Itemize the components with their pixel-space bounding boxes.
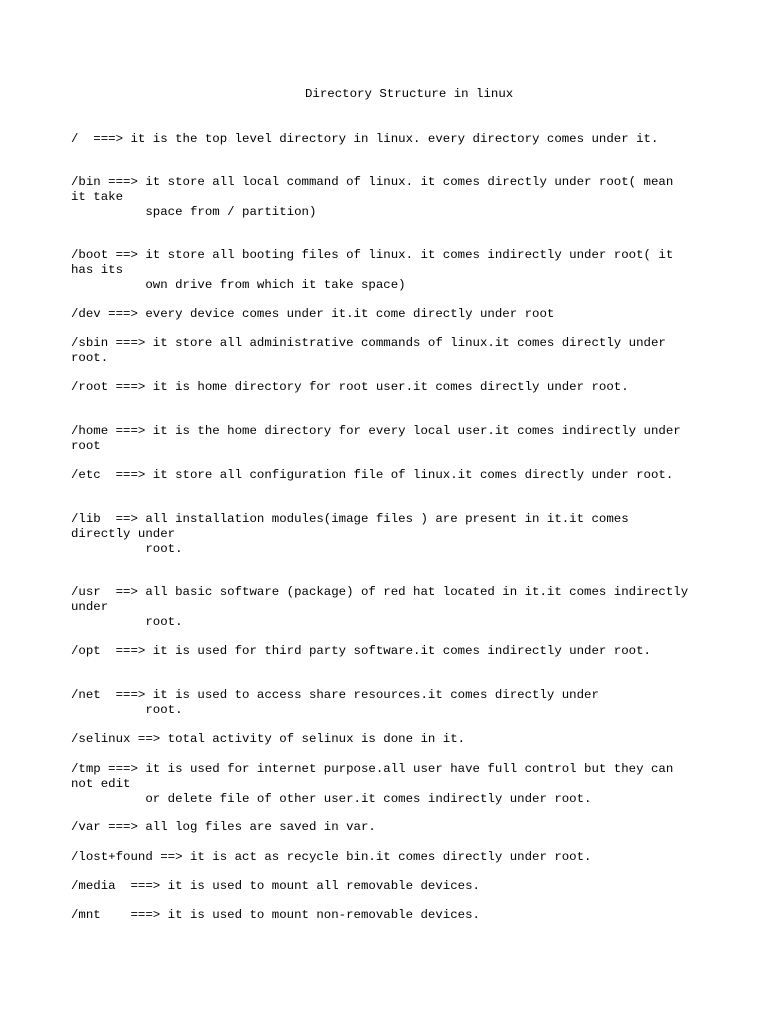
entry-line: space from / partition)	[71, 205, 317, 219]
entry-line: /etc ===> it store all configuration file of linux.it comes directly under root.	[71, 468, 674, 482]
entry-boot	[71, 248, 711, 293]
entry-line: under	[71, 600, 109, 614]
entry-bin	[71, 175, 711, 220]
entry-etc	[71, 468, 711, 483]
entry-line: /bin ===> it store all local command of linux. it comes directly under root( mean	[71, 175, 674, 189]
entry-root	[71, 132, 711, 147]
entry-line: /lib ==> all installation modules(image files ) are present in it.it comes	[71, 512, 629, 526]
entry-opt	[71, 644, 711, 659]
entry-line: root.	[71, 351, 109, 365]
entry-selinux	[71, 732, 711, 747]
entry-line: /lost+found ==> it is act as recycle bin.it comes directly under root.	[71, 850, 592, 864]
entry-line: root.	[71, 615, 183, 629]
entry-line: root	[71, 439, 101, 453]
entry-sbin	[71, 336, 711, 366]
entry-line: /selinux ==> total activity of selinux is done in it.	[71, 732, 466, 746]
entry-line: /boot ==> it store all booting files of linux. it comes indirectly under root( it	[71, 248, 674, 262]
entry-home	[71, 424, 711, 454]
entry-line: /home ===> it is the home directory for every local user.it comes indirectly under	[71, 424, 681, 438]
entry-line: /net ===> it is used to access share resources.it comes directly under	[71, 688, 599, 702]
entry-line: root.	[71, 703, 183, 717]
entry-line: root.	[71, 542, 183, 556]
entry-usr	[71, 585, 711, 630]
entry-net	[71, 688, 711, 718]
entry-line: or delete file of other user.it comes indirectly under root.	[71, 792, 592, 806]
entry-line: /dev ===> every device comes under it.it come directly under root	[71, 307, 555, 321]
entry-line: /mnt ===> it is used to mount non-removable devices.	[71, 908, 480, 922]
entry-var	[71, 820, 711, 835]
entry-dev	[71, 307, 711, 322]
entry-line: own drive from which it take space)	[71, 278, 406, 292]
entry-line: has its	[71, 263, 124, 277]
entry-line: not edit	[71, 777, 131, 791]
entry-tmp	[71, 762, 711, 807]
entry-line: directly under	[71, 527, 176, 541]
entry-line: /sbin ===> it store all administrative commands of linux.it comes directly under	[71, 336, 666, 350]
entry-line: /media ===> it is used to mount all removable devices.	[71, 879, 480, 893]
entry-media	[71, 879, 711, 894]
entry-lib	[71, 512, 711, 557]
entry-line: it take	[71, 190, 124, 204]
entry-root-home	[71, 380, 711, 395]
entry-line: /opt ===> it is used for third party software.it comes indirectly under root.	[71, 644, 651, 658]
entry-line: /usr ==> all basic software (package) of red hat located in it.it comes indirectly	[71, 585, 689, 599]
entry-line: /var ===> all log files are saved in var.	[71, 820, 376, 834]
entry-mnt	[71, 908, 711, 923]
entry-lost-found	[71, 850, 711, 865]
entry-line: / ===> it is the top level directory in linux. every directory comes under it.	[71, 132, 659, 146]
entry-line: /tmp ===> it is used for internet purpose.all user have full control but they can	[71, 762, 674, 776]
entry-line: /root ===> it is home directory for root user.it comes directly under root.	[71, 380, 629, 394]
document-title: Directory Structure in linux	[305, 87, 514, 101]
